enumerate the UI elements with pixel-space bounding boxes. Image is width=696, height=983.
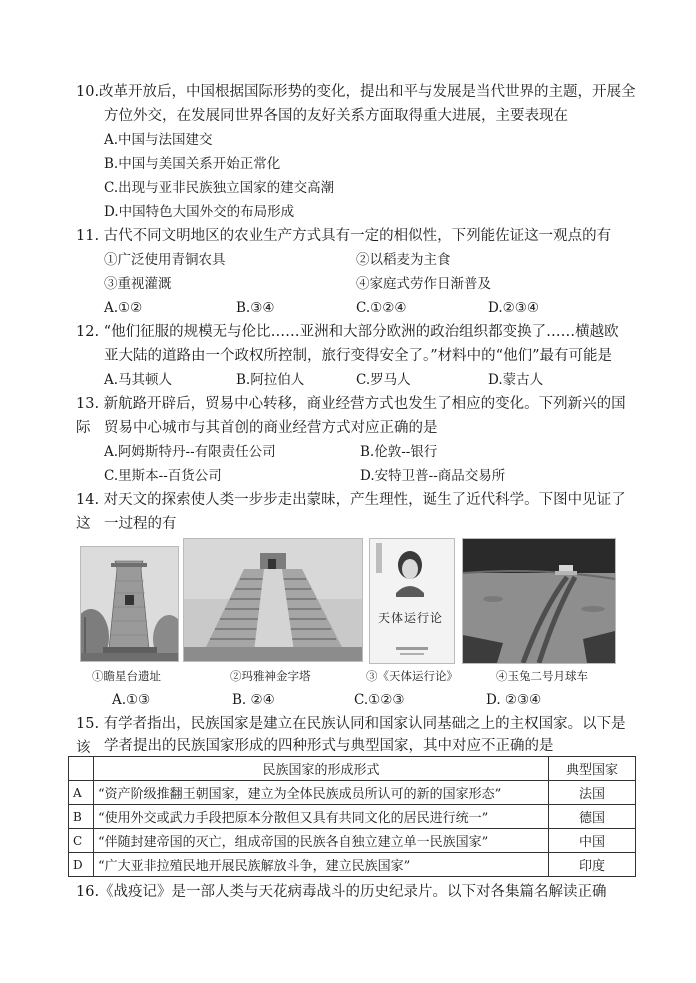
caption-1: ①瞻星台遗址 [92,669,161,683]
table-row-country: 印度 [549,853,636,877]
q14-stem-line1: 14. 对天文的探索使人类一步步走出蒙昧，产生理性，诞生了近代科学。下图中见证了这 [76,492,626,532]
q12-option-b[interactable]: B.阿拉伯人 [236,372,305,388]
q13-stem-line2: 贸易中心城市与其首创的商业经营方式对应正确的是 [104,420,438,436]
q10-option-b[interactable]: B.中国与美国关系开始正常化 [104,156,281,172]
q13-option-d[interactable]: D.安特卫普--商品交易所 [360,468,506,484]
q11-option-c[interactable]: C.①②④ [356,300,407,316]
q11-item-4: ④家庭式劳作日渐普及 [356,276,491,292]
photo-observatory [80,546,179,662]
photo-maya-pyramid [183,538,363,662]
table-row [69,853,636,877]
table-header-blank [69,757,94,781]
table-row [69,781,636,805]
q12-option-d[interactable]: D.蒙古人 [488,372,544,388]
q13-option-c[interactable]: C.里斯本--百货公司 [104,468,222,484]
q14-option-b[interactable]: B. ②④ [232,692,275,708]
q10-stem-line1: 10.改革开放后，中国根据国际形势的变化，提出和平与发展是当代世界的主题，开展全 [76,84,636,100]
photo-book-cover [369,538,455,664]
q11-item-2: ②以稻麦为主食 [356,252,451,268]
q10-option-a[interactable]: A.中国与法国建交 [104,132,213,148]
q15-stem-line1: 15. 有学者指出，民族国家是建立在民族认同和国家认同基础之上的主权国家。以下是该 [76,716,626,756]
q14-stem-line2: 一过程的有 [104,516,177,532]
q12-stem-line1: 12. “他们征服的规模无与伦比……亚洲和大部分欧洲的政治组织都变换了……横越欧 [76,324,619,340]
table-row-key: D [69,853,94,877]
photo-lunar-rover [462,538,616,664]
q11-option-b[interactable]: B.③④ [236,300,275,316]
caption-2: ②玛雅神金字塔 [230,669,311,683]
table-row-country: 中国 [549,829,636,853]
table-row-form: “伴随封建帝国的灭亡，组成帝国的民族各自独立建立单一民族国家” [94,829,549,853]
q11-item-3: ③重视灌溉 [104,276,172,292]
q13-option-a[interactable]: A.阿姆斯特丹--有限责任公司 [104,444,276,460]
q12-option-c[interactable]: C.罗马人 [356,372,411,388]
table-row-form: “广大亚非拉殖民地开展民族解放斗争，建立民族国家” [94,853,549,877]
q11-item-1: ①广泛使用青铜农具 [104,252,226,268]
q11-option-d[interactable]: D.②③④ [488,300,539,316]
table-row-country: 德国 [549,805,636,829]
table-row-form: “资产阶级推翻王朝国家，建立为全体民族成员所认可的新的国家形态” [94,781,549,805]
table-row-key: A [69,781,94,805]
q12-option-a[interactable]: A.马其顿人 [104,372,173,388]
q14-option-d[interactable]: D. ②③④ [486,692,542,708]
table-row-key: C [69,829,94,853]
q13-stem-line1: 13. 新航路开辟后，贸易中心转移，商业经营方式也发生了相应的变化。下列新兴的国际 [76,396,626,436]
table-header-form: 民族国家的形成形式 [94,757,549,781]
table-header-row [69,757,636,781]
q10-option-d[interactable]: D.中国特色大国外交的布局形成 [104,204,295,220]
table-row [69,805,636,829]
table-row [69,829,636,853]
q10-option-c[interactable]: C.出现与亚非民族独立国家的建交高潮 [104,180,335,196]
q13-option-b[interactable]: B.伦敦--银行 [360,444,438,460]
table-header-country: 典型国家 [549,757,636,781]
table-row-form: “使用外交或武力手段把原本分散但又具有共同文化的居民进行统一” [94,805,549,829]
q16-stem: 16.《战疫记》是一部人类与天花病毒战斗的历史纪录片。以下对各集篇名解读正确 [76,884,607,900]
q14-option-a[interactable]: A.①③ [112,692,151,708]
book-title: 天体运行论 [378,611,444,625]
nation-state-table [68,756,636,877]
q11-option-a[interactable]: A.①② [104,300,143,316]
caption-4: ④玉兔二号月球车 [496,669,588,683]
table-row-country: 法国 [549,781,636,805]
q15-stem-line2: 学者提出的民族国家形成的四种形式与典型国家，其中对应不正确的是 [104,738,554,754]
q10-stem-line2: 方位外交，在发展同世界各国的友好关系方面取得重大进展，主要表现在 [104,108,568,124]
q14-option-c[interactable]: C.①②③ [354,692,405,708]
q11-stem: 11. 古代不同文明地区的农业生产方式具有一定的相似性，下列能佐证这一观点的有 [76,228,612,244]
table-row-key: B [69,805,94,829]
q12-stem-line2: 亚大陆的道路由一个政权所控制，旅行变得安全了。”材料中的“他们”最有可能是 [104,348,612,364]
caption-3: ③《天体运行论》 [366,669,458,683]
